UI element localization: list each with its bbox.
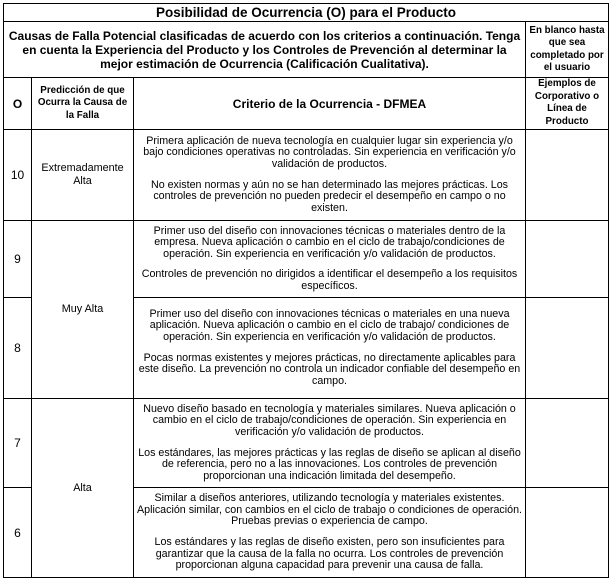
criteria-paragraph: Los estándares y las reglas de diseño existen, pero son insuficientes para garantizar que la causa de la falla no ocurra. Los controles de prevención proporcionan alguna capacidad para prevenir una causa de falla. xyxy=(154,536,505,572)
examples-cell xyxy=(526,130,609,221)
blank-note: En blanco hasta que sea completado por el usuario xyxy=(526,22,609,78)
header-criterio: Criterio de la Ocurrencia - DFMEA xyxy=(134,78,526,130)
criteria-paragraph: Los estándares, las mejores prácticas y las reglas de diseño se aplican al diseño de referencia, pero no a las innovaciones. Los controles de prevención proporcionan una indicación limitada del desempeño. xyxy=(138,446,521,482)
criteria-paragraph: Pocas normas existentes y mejores prácticas, no directamente aplicables para este diseño. La prevención no controla un indicador confiable del desempeño en campo. xyxy=(138,351,521,387)
criteria-paragraph: Controles de prevención no dirigidos a identificar el desempeño a los requisitos específicos. xyxy=(141,268,518,292)
criteria-paragraph: Nuevo diseño basado en tecnología y materiales similares. Nueva aplicación o cambio en el ciclo de trabajo/condiciones de operación. Sin experiencia en verificación y/o validación de productos. xyxy=(143,402,516,438)
header-o: O xyxy=(4,78,32,130)
criteria-paragraph: No existen normas y aún no se han determinado las mejores prácticas. Los controles de prevención no pueden predecir el desempeño en campo o no existen. xyxy=(150,178,509,214)
rating-cell: 7 xyxy=(4,399,32,488)
rating-cell: 10 xyxy=(4,130,32,221)
criteria-cell xyxy=(134,130,526,221)
rating-cell: 8 xyxy=(4,298,32,399)
criteria-cell xyxy=(134,399,526,488)
table-row xyxy=(4,130,609,221)
intro-text: Causas de Falla Potencial clasificadas de acuerdo con los criterios a continuación. Tenga en cuenta la Experiencia del Producto y los Controles de Prevención al determinar la mejor estimación de Ocurrencia (Calificación Cualitativa). xyxy=(4,22,526,78)
criteria-cell xyxy=(134,488,526,578)
header-ejemplos: Ejemplos de Corporativo o Línea de Producto xyxy=(526,78,609,130)
rating-cell: 9 xyxy=(4,221,32,298)
examples-cell xyxy=(526,221,609,298)
examples-cell xyxy=(526,298,609,399)
header-prediccion: Predicción de que Ocurra la Causa de la Falla xyxy=(32,78,134,130)
criteria-paragraph: Primera aplicación de nueva tecnología en cualquier lugar sin experiencia y/o bajo condiciones operativas no controladas. Sin experiencia en verificación y/o validación de productos. xyxy=(143,134,516,170)
occurrence-table xyxy=(3,3,609,578)
criteria-cell xyxy=(134,298,526,399)
table-row xyxy=(4,399,609,488)
criteria-paragraph: Primer uso del diseño con innovaciones técnicas o materiales en una nueva aplicación. Nueva aplicación o cambio en el ciclo de trabajo/ condiciones de operación. Sin experiencia en verificación y/o validación de productos. xyxy=(149,307,510,343)
criteria-paragraph: Primer uso del diseño con innovaciones técnicas o materiales dentro de la empresa. Nueva aplicación o cambio en el ciclo de trabajo/condiciones de operación. Sin experiencia en verificación y/o validación de productos. xyxy=(153,224,506,260)
examples-cell xyxy=(526,488,609,578)
examples-cell xyxy=(526,399,609,488)
table-row xyxy=(4,221,609,298)
criteria-paragraph: Similar a diseños anteriores, utilizando tecnología y materiales existentes. Aplicación similar, con cambios en el ciclo de trabajo o condiciones de operación. Pruebas previas o experiencia de campo. xyxy=(137,492,522,528)
prediction-cell: Muy Alta xyxy=(32,221,134,399)
criteria-cell xyxy=(134,221,526,298)
prediction-cell: Extremadamente Alta xyxy=(32,130,134,221)
rating-cell: 6 xyxy=(4,488,32,578)
table-title: Posibilidad de Ocurrencia (O) para el Producto xyxy=(4,4,609,22)
prediction-cell: Alta xyxy=(32,399,134,578)
